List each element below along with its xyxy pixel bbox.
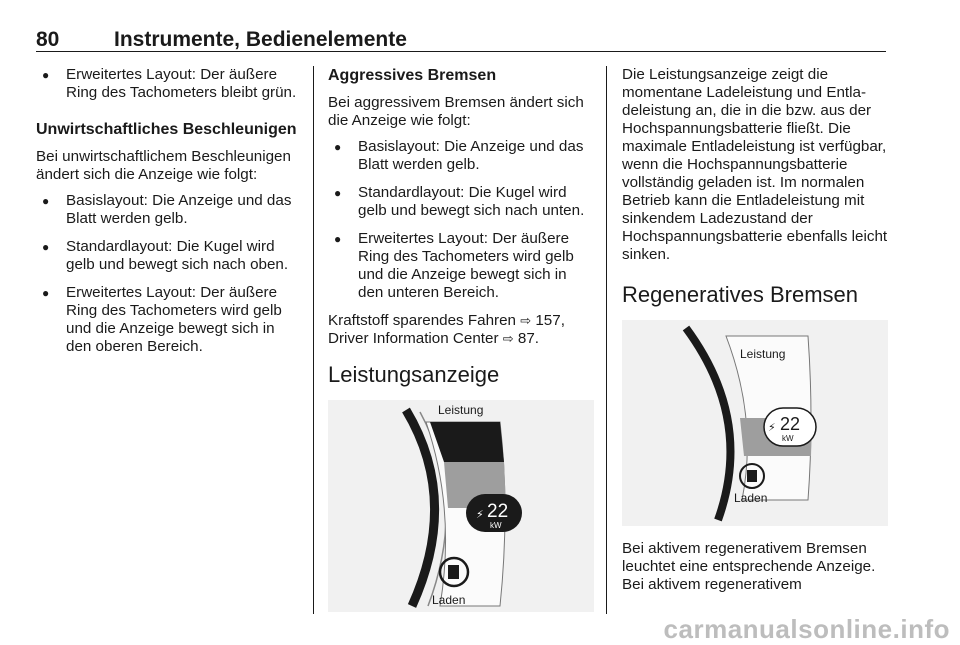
crossref-page[interactable]: 157, bbox=[535, 312, 565, 329]
gauge-value: 22 bbox=[780, 414, 801, 434]
section-title: Regeneratives Bremsen bbox=[622, 282, 859, 307]
watermark: carmanualsonline.info bbox=[663, 614, 950, 644]
regen-gauge-figure bbox=[622, 320, 888, 526]
cross-references bbox=[328, 312, 594, 348]
list-item: ● Standardlayout: Die Kugel wird gelb und bewegt sich nach oben. bbox=[36, 238, 302, 274]
list-item: ● Basislayout: Die Anzeige und das Blatt werden gelb. bbox=[328, 138, 594, 174]
paragraph: Die Leistungsanzeige zeigt die momentane Ladeleistung und Entladeleistung an, die in die bzw. aus der Hochspannungsbatterie fließt. Die maximale Entladeleistung ist verfügbar, wenn die Hochspannungsbatterie vollständig geladen ist. Im normalen Betrieb kann die Entladeleistung mit sinkendem Ladezustand der Hochspannungsbatterie ebenfalls leicht sinken. bbox=[622, 66, 888, 263]
gauge-unit: kW bbox=[490, 521, 502, 530]
column-2 bbox=[328, 66, 594, 612]
section-title: Leistungsanzeige bbox=[328, 362, 500, 387]
bullet-list bbox=[328, 138, 594, 302]
gauge-top-label: Leistung bbox=[740, 347, 786, 361]
arrow-right-icon: ⇨ bbox=[520, 313, 532, 328]
paragraph: Bei aggressivem Bremsen ändert sich die Anzeige wie folgt: bbox=[328, 94, 584, 129]
gauge-top-label: Leistung bbox=[438, 403, 484, 417]
crossref-text: Driver Information Center bbox=[328, 330, 499, 347]
gauge-unit: kW bbox=[782, 434, 794, 443]
crossref-text: Kraftstoff sparendes Fahren bbox=[328, 312, 516, 329]
list-item: ● Standardlayout: Die Kugel wird gelb und bewegt sich nach unten. bbox=[328, 184, 594, 220]
list-item: ● Erweitertes Layout: Der äußere Ring des Tachometers wird gelb und die Anzeige bewegt sich in den oberen Bereich. bbox=[36, 284, 302, 356]
gauge-bottom-label: Laden bbox=[734, 491, 768, 505]
page-header bbox=[36, 28, 886, 52]
header-rule bbox=[36, 51, 886, 52]
page-number: 80 bbox=[36, 28, 60, 51]
svg-text:⚡: ⚡ bbox=[476, 508, 484, 521]
power-gauge-illustration bbox=[328, 400, 594, 612]
column-1 bbox=[36, 66, 302, 366]
section-heading: Aggressives Bremsen bbox=[328, 67, 497, 84]
regen-gauge-illustration bbox=[622, 320, 888, 526]
paragraph: Bei aktivem regenerativem Bremsen leuchtet eine entsprechende Anzeige. Bei aktivem regenerativem bbox=[622, 540, 876, 593]
chapter-title: Instrumente, Bedienelemente bbox=[114, 28, 407, 51]
gauge-bottom-label: Laden bbox=[432, 593, 466, 607]
list-item: ● Erweitertes Layout: Der äußere Ring des Tachometers wird gelb und die Anzeige bewegt sich in den unteren Bereich. bbox=[328, 230, 594, 302]
column-3 bbox=[622, 66, 888, 602]
list-item: ● Basislayout: Die Anzeige und das Blatt werden gelb. bbox=[36, 192, 302, 228]
bullet-list bbox=[36, 192, 302, 356]
power-gauge-figure bbox=[328, 400, 594, 612]
bullet-list bbox=[36, 66, 302, 102]
column-divider bbox=[606, 66, 607, 614]
gauge-value: 22 bbox=[487, 501, 509, 522]
arrow-right-icon: ⇨ bbox=[502, 331, 514, 346]
section-heading: Unwirtschaftliches Beschleunigen bbox=[36, 121, 297, 138]
svg-text:⚡: ⚡ bbox=[768, 421, 776, 434]
crossref-page[interactable]: 87. bbox=[517, 330, 539, 347]
list-item: ● Erweitertes Layout: Der äußere Ring des Tachometers bleibt grün. bbox=[36, 66, 302, 102]
column-divider bbox=[313, 66, 314, 614]
paragraph: Bei unwirtschaftlichem Beschleunigen ändert sich die Anzeige wie folgt: bbox=[36, 148, 291, 183]
